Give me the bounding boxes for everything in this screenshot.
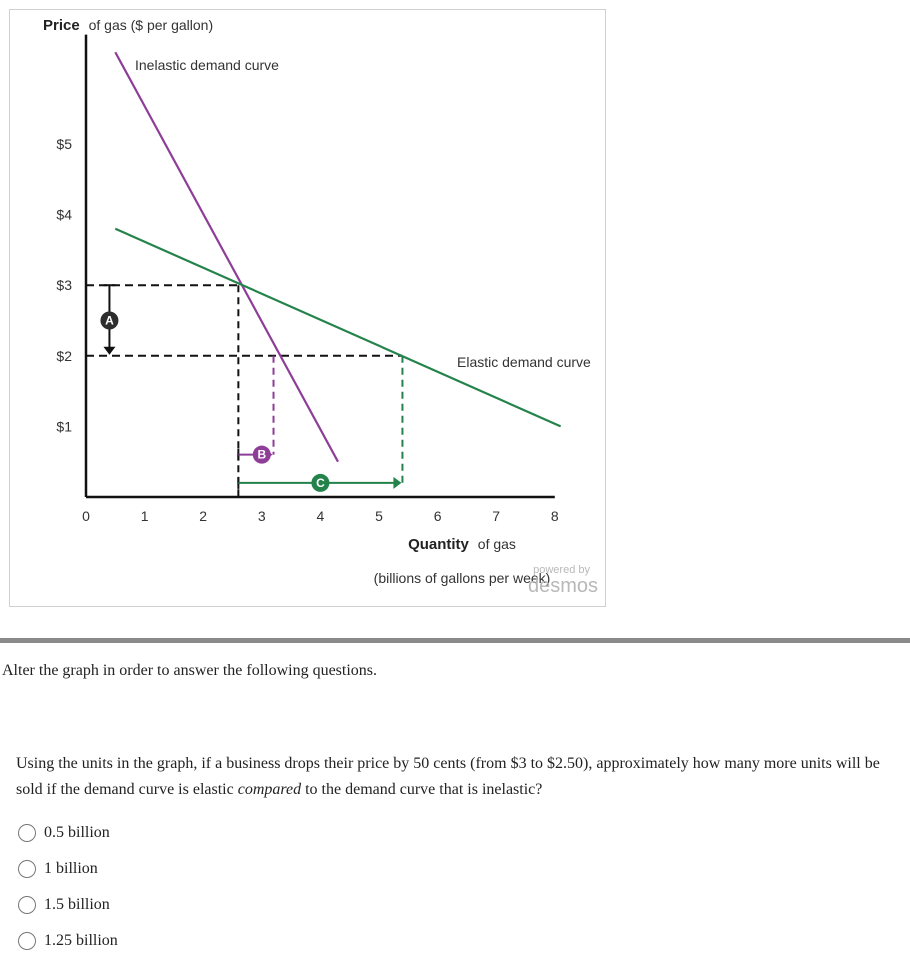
x-tick-label: 1 — [140, 508, 149, 524]
arrow-a-head — [103, 347, 115, 355]
option-1-25-billion[interactable] — [18, 923, 418, 959]
point-b-label: B — [257, 447, 267, 462]
question-emphasis: compared — [237, 781, 302, 798]
y-tick-label: $2 — [56, 347, 72, 364]
elastic-curve-label: Elastic demand curve — [457, 354, 591, 370]
desmos-logo: desmos — [527, 575, 598, 597]
answer-options — [18, 815, 418, 959]
option-0-5-billion[interactable] — [18, 815, 418, 851]
question-text — [16, 751, 901, 803]
x-axis-subtitle: (billions of gallons per week) — [373, 570, 551, 586]
y-tick-label: $5 — [56, 136, 72, 152]
x-tick-label: 8 — [550, 508, 559, 524]
x-tick-label: 7 — [492, 508, 501, 524]
option-label: 1.25 billion — [44, 932, 118, 949]
inelastic-demand-curve[interactable] — [115, 52, 338, 461]
y-tick-label: $1 — [56, 418, 72, 435]
radio-button[interactable] — [18, 896, 36, 914]
x-tick-label: 4 — [316, 508, 325, 524]
point-a-label: A — [105, 313, 114, 328]
radio-button[interactable] — [18, 932, 36, 950]
radio-button[interactable] — [18, 824, 36, 842]
y-axis-title: Price of gas ($ per gallon) — [43, 17, 214, 34]
arrow-c-head — [393, 477, 401, 489]
question-part2: to the demand curve that is inelastic? — [301, 781, 543, 798]
x-tick-label: 2 — [199, 508, 208, 524]
option-1-billion[interactable] — [18, 851, 418, 887]
powered-by-label: powered by — [533, 564, 590, 576]
section-divider — [0, 638, 910, 643]
x-tick-label: 3 — [257, 508, 266, 524]
instruction-text: Alter the graph in order to answer the following questions. — [2, 662, 378, 679]
radio-button[interactable] — [18, 860, 36, 878]
x-tick-label: 0 — [82, 508, 90, 524]
option-label: 1.5 billion — [44, 896, 110, 913]
option-label: 1 billion — [44, 860, 98, 877]
y-tick-label: $3 — [56, 277, 72, 294]
inelastic-curve-label: Inelastic demand curve — [135, 57, 279, 73]
x-tick-label: 6 — [433, 508, 442, 524]
option-label: 0.5 billion — [44, 824, 110, 841]
option-1-5-billion[interactable] — [18, 887, 418, 923]
x-axis-title: Quantity of gas — [408, 536, 516, 553]
y-tick-label: $4 — [56, 206, 72, 223]
x-tick-label: 5 — [375, 508, 383, 524]
point-c-label: C — [316, 475, 325, 490]
elastic-demand-curve[interactable] — [115, 229, 560, 427]
question-part1: Using the units in the graph, if a business drops their price by 50 cents (from $3 to $2.50), approximately how many more units will be sold if the demand curve is elastic — [16, 755, 880, 798]
